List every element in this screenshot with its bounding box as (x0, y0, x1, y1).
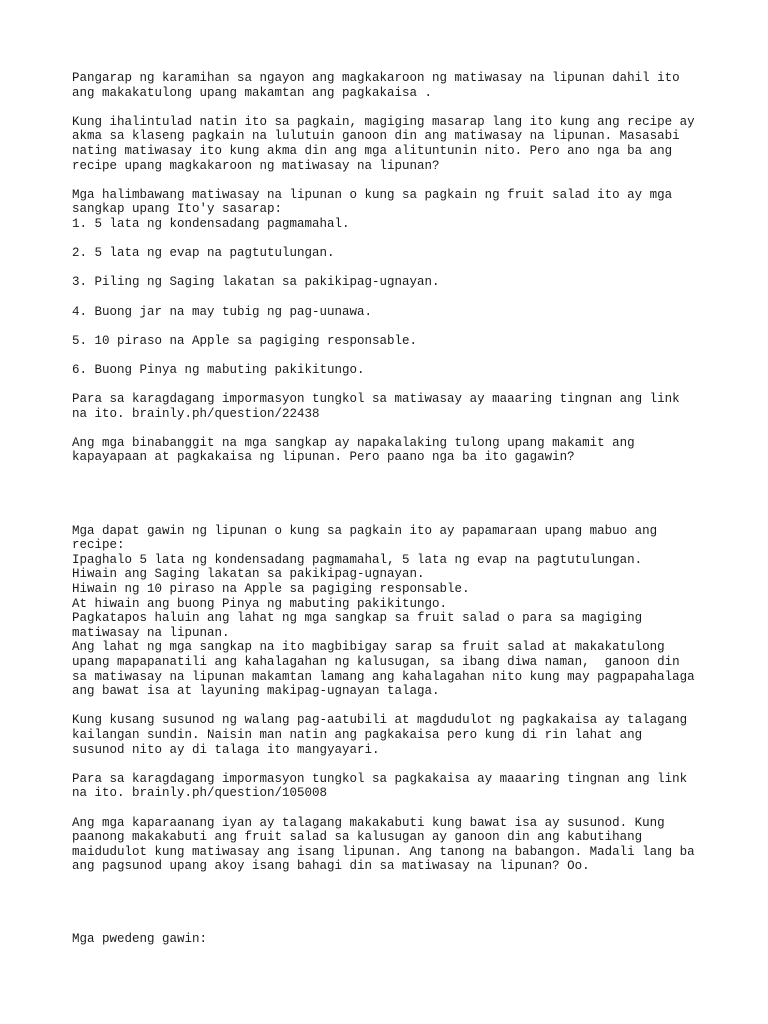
text-line: Mga dapat gawin ng lipunan o kung sa pagkain ito ay papamaraan upang mabuo ang (72, 523, 658, 538)
text-line: kailangan sundin. Naisin man natin ang pagkakaisa pero kung di rin lahat ang (72, 727, 643, 742)
text-line: 6. Buong Pinya ng mabuting pakikitungo. (72, 362, 365, 377)
text-line: Kung ihalintulad natin ito sa pagkain, magiging masarap lang ito kung ang recipe ay (72, 114, 695, 129)
paragraph (72, 305, 712, 320)
paragraph (72, 436, 712, 465)
text-line: Kung kusang susunod ng walang pag-aatubili at magdudulot ng pagkakaisa ay talagang (72, 713, 688, 728)
text-line: 1. 5 lata ng kondensadang pagmamahal. (72, 216, 350, 231)
text-line: Para sa karagdagang impormasyon tungkol sa pagkakaisa ay maaaring tingnan ang link (72, 771, 688, 786)
text-line: recipe upang magkakaroon ng matiwasay na lipunan? (72, 158, 440, 173)
blank-space (72, 888, 712, 932)
paragraph (72, 713, 712, 757)
text-line: Ang mga kaparaanang iyan ay talagang makakabuti kung bawat isa ay susunod. Kung (72, 815, 665, 830)
text-line: matiwasay na lipunan. (72, 625, 230, 640)
text-line: At hiwain ang buong Pinya ng mabuting pakikitungo. (72, 596, 448, 611)
text-line: Mga halimbawang matiwasay na lipunan o kung sa pagkain ng fruit salad ito ay mga (72, 187, 673, 202)
text-line: paanong makakabuti ang fruit salad sa kalusugan ay ganoon din ang kabutihang (72, 830, 643, 845)
paragraph (72, 246, 712, 261)
text-line: maidudulot kung matiwasay ang isang lipunan. Ang tanong na babangon. Madali lang ba (72, 844, 695, 859)
document-page (72, 71, 712, 962)
paragraph (72, 524, 712, 699)
paragraph (72, 334, 712, 349)
text-line: upang mapapanatili ang kahalagahan ng kalusugan, sa ibang diwa naman, ganoon din (72, 654, 680, 669)
blank-space (72, 480, 712, 524)
text-line: na ito. brainly.ph/question/22438 (72, 406, 320, 421)
text-line: na ito. brainly.ph/question/105008 (72, 786, 328, 801)
text-line: akma sa klaseng pagkain na lulutuin ganoon din ang matiwasay na lipunan. Masasabi (72, 129, 680, 144)
text-line: ang makakatulong upang makamtan ang pagkakaisa . (72, 85, 433, 100)
text-line: sa matiwasay na lipunan makamtan lamang ang kahalagahan nito kung may pagpapahalaga (72, 669, 695, 684)
paragraph (72, 188, 712, 232)
text-line: Pagkatapos haluin ang lahat ng mga sangkap sa fruit salad o para sa magiging (72, 611, 643, 626)
paragraph (72, 816, 712, 874)
text-line: sangkap upang Ito'y sasarap: (72, 202, 283, 217)
text-line: 4. Buong jar na may tubig ng pag-uunawa. (72, 304, 373, 319)
text-line: Pangarap ng karamihan sa ngayon ang magkakaroon ng matiwasay na lipunan dahil ito (72, 71, 680, 85)
text-line: Ang lahat ng mga sangkap na ito magbibigay sarap sa fruit salad at makakatulong (72, 640, 665, 655)
text-line: nating matiwasay ito kung akma din ang mga alituntunin nito. Pero ano nga ba ang (72, 143, 673, 158)
text-line: Ipaghalo 5 lata ng kondensadang pagmamahal, 5 lata ng evap na pagtutulungan. (72, 552, 643, 567)
paragraph (72, 115, 712, 173)
text-line: ang pagsunod upang akoy isang bahagi din sa matiwasay na lipunan? Oo. (72, 859, 590, 874)
paragraph (72, 932, 712, 947)
text-line: susunod nito ay di talaga ito mangyayari. (72, 742, 380, 757)
paragraph (72, 275, 712, 290)
text-line: kapayapaan at pagkakaisa ng lipunan. Pero paano nga ba ito gagawin? (72, 450, 575, 465)
paragraph (72, 772, 712, 801)
paragraph (72, 71, 712, 100)
text-line: Ang mga binabanggit na mga sangkap ay napakalaking tulong upang makamit ang (72, 435, 635, 450)
text-line: ang bawat isa at layuning makipag-ugnayan talaga. (72, 684, 440, 699)
text-line: Para sa karagdagang impormasyon tungkol sa matiwasay ay maaaring tingnan ang link (72, 392, 680, 407)
text-line: Hiwain ang Saging lakatan sa pakikipag-ugnayan. (72, 567, 425, 582)
text-line: Hiwain ng 10 piraso na Apple sa pagiging responsable. (72, 582, 470, 596)
text-line: recipe: (72, 538, 125, 553)
paragraph (72, 392, 712, 421)
paragraph (72, 363, 712, 378)
text-line: 3. Piling ng Saging lakatan sa pakikipag-ugnayan. (72, 275, 440, 290)
text-line: 2. 5 lata ng evap na pagtutulungan. (72, 246, 335, 261)
text-line: 5. 10 piraso na Apple sa pagiging responsable. (72, 333, 418, 348)
text-line: Mga pwedeng gawin: (72, 932, 208, 947)
